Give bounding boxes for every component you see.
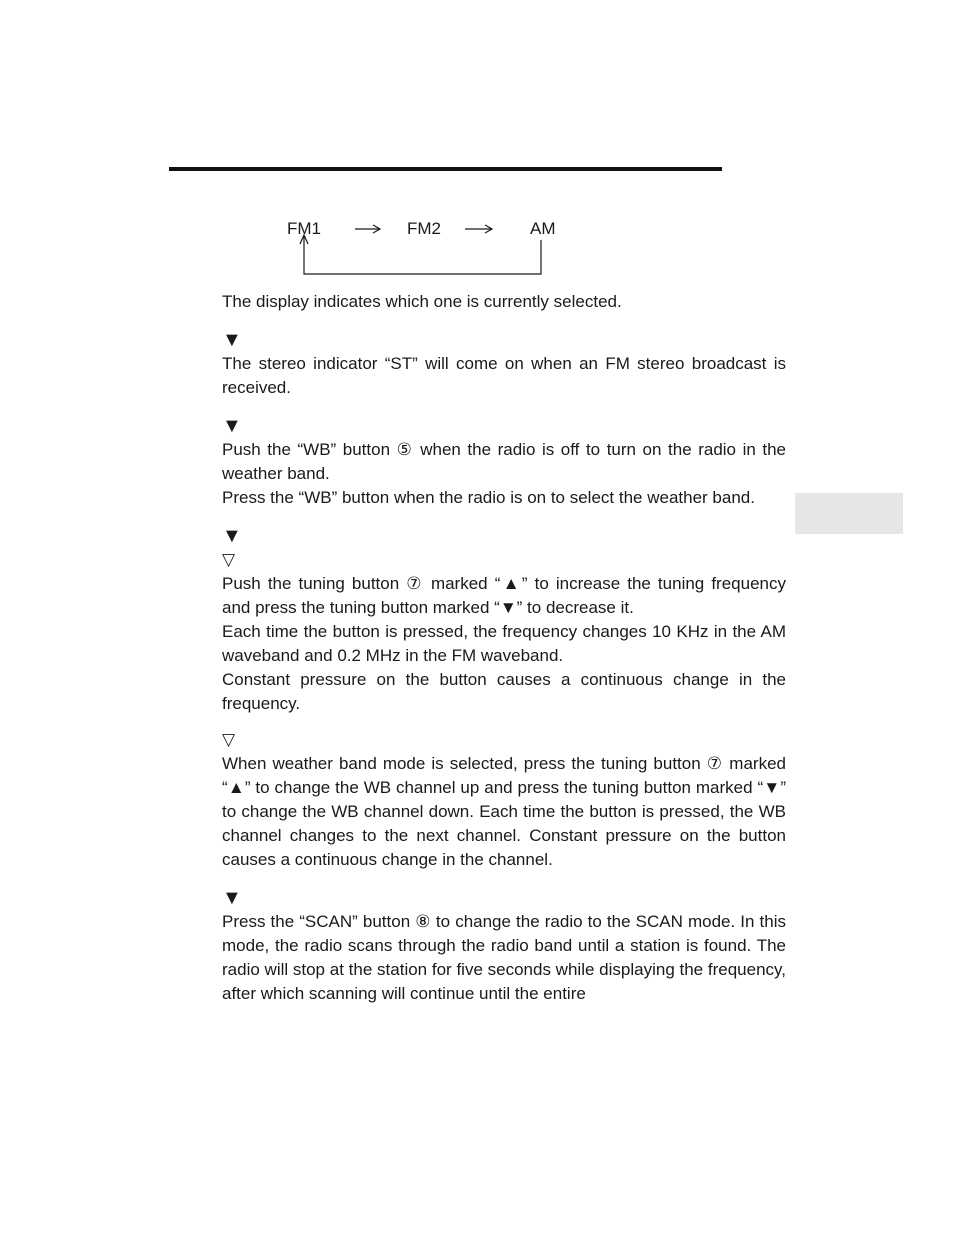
body-text <box>222 290 786 1006</box>
section-marker: ▼ <box>222 887 242 909</box>
section-marker: ▼ <box>222 415 242 437</box>
tuning-paragraph-2: Each time the button is pressed, the frequency changes 10 KHz in the AM waveband and 0.2 MHz in the FM waveband. <box>222 622 786 665</box>
tuning-paragraph-1: Push the tuning button ⑦ marked “▲” to increase the tuning frequency and press the tuning button marked “▼” to decrease it. <box>222 574 786 617</box>
band-label-fm2: FM2 <box>407 219 441 238</box>
display-note: The display indicates which one is currently selected. <box>222 292 622 311</box>
wb-paragraph-1: Push the “WB” button ⑤ when the radio is off to turn on the radio in the weather band. <box>222 440 786 483</box>
section-marker: ▼ <box>222 525 242 547</box>
stereo-paragraph: The stereo indicator “ST” will come on when an FM stereo broadcast is received. <box>222 354 786 397</box>
arrowhead-fm2-am <box>485 225 492 233</box>
wb-paragraph-2: Press the “WB” button when the radio is on to select the weather band. <box>222 488 755 507</box>
tuning-paragraph-3: Constant pressure on the button causes a continuous change in the frequency. <box>222 670 786 713</box>
band-label-am: AM <box>530 219 556 238</box>
return-loop <box>304 236 541 274</box>
wb-tuning-paragraph: When weather band mode is selected, press the tuning button ⑦ marked “▲” to change the WB channel up and press the tuning button marked “▼” to change the WB channel down. Each time the button is pressed, the WB channel changes to the next channel. Constant pressure on the button causes a continuous change in the channel. <box>222 754 786 869</box>
subsection-marker: ▽ <box>222 550 236 569</box>
subsection-marker: ▽ <box>222 730 236 749</box>
band-label-fm1: FM1 <box>287 219 321 238</box>
arrowhead-fm1-fm2 <box>373 225 380 233</box>
section-tab <box>795 493 903 534</box>
header-rule <box>169 167 722 171</box>
section-marker: ▼ <box>222 329 242 351</box>
scan-paragraph: Press the “SCAN” button ⑧ to change the radio to the SCAN mode. In this mode, the radio scans through the radio band until a station is found. The radio will stop at the station for five seconds while displaying the frequency, after which scanning will continue until the entire <box>222 912 786 1003</box>
